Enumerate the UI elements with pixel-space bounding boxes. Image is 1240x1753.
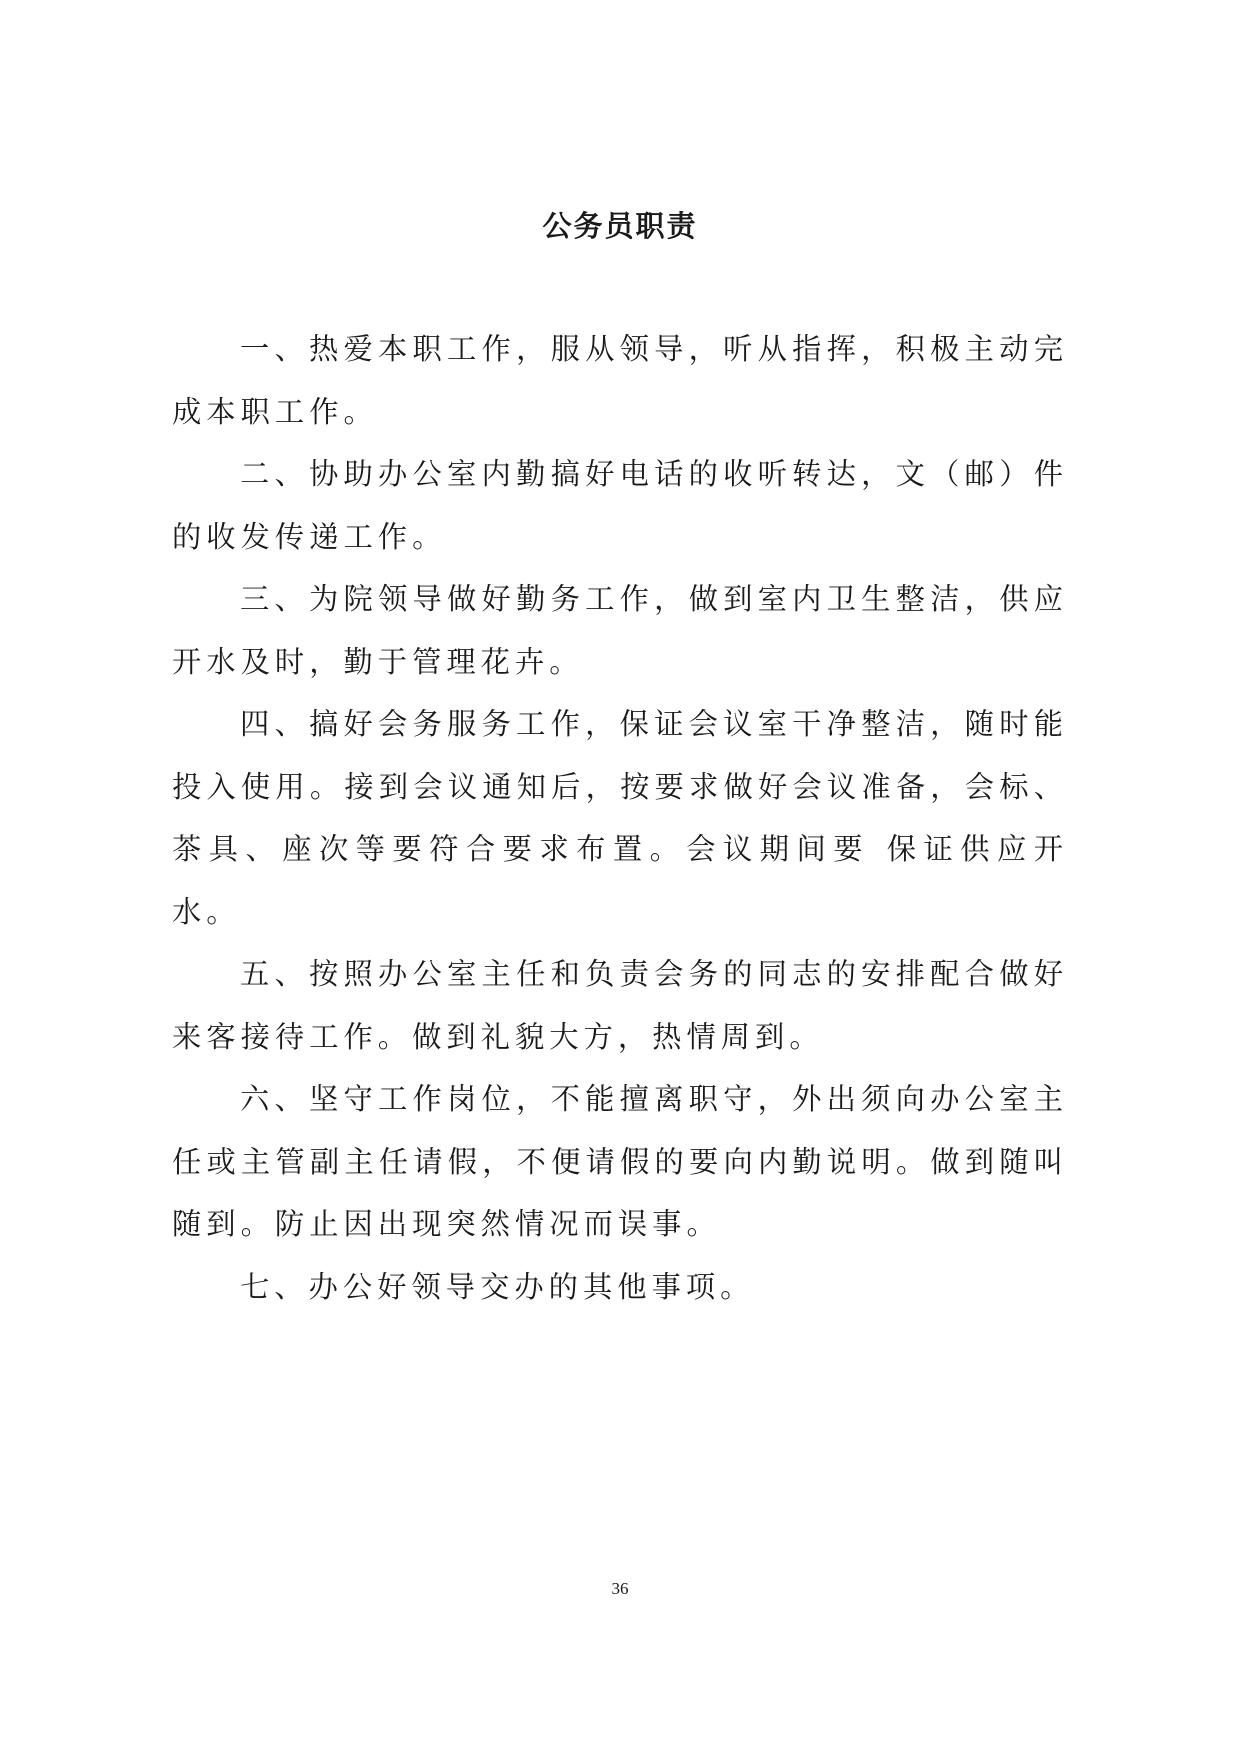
page-number: 36 [611,1579,629,1598]
paragraph-6: 六、坚守工作岗位，不能擅离职守，外出须向办公室主任或主管副主任请假，不便请假的要向内勤说明。做到随叫随到。防止因出现突然情况而误事。 [172,1082,1068,1241]
paragraph-3: 三、为院领导做好勤务工作，做到室内卫生整洁，供应开水及时，勤于管理花卉。 [172,582,1068,679]
page-title: 公务员职责 [542,209,698,243]
paragraph-2: 二、协助办公室内勤搞好电话的收听转达，文（邮）件的收发传递工作。 [172,457,1068,554]
document-body [172,318,1068,1318]
paragraph-1: 一、热爱本职工作，服从领导，听从指挥，积极主动完成本职工作。 [172,332,1068,429]
paragraph-4: 四、搞好会务服务工作，保证会议室干净整洁，随时能投入使用。接到会议通知后，按要求做好会议准备，会标、茶具、座次等要符合要求布置。会议期间要 保证供应开水。 [172,707,1068,929]
paragraph-7: 七、办公好领导交办的其他事项。 [240,1269,755,1304]
paragraph-5: 五、按照办公室主任和负责会务的同志的安排配合做好来客接待工作。做到礼貌大方，热情周到。 [172,957,1068,1054]
